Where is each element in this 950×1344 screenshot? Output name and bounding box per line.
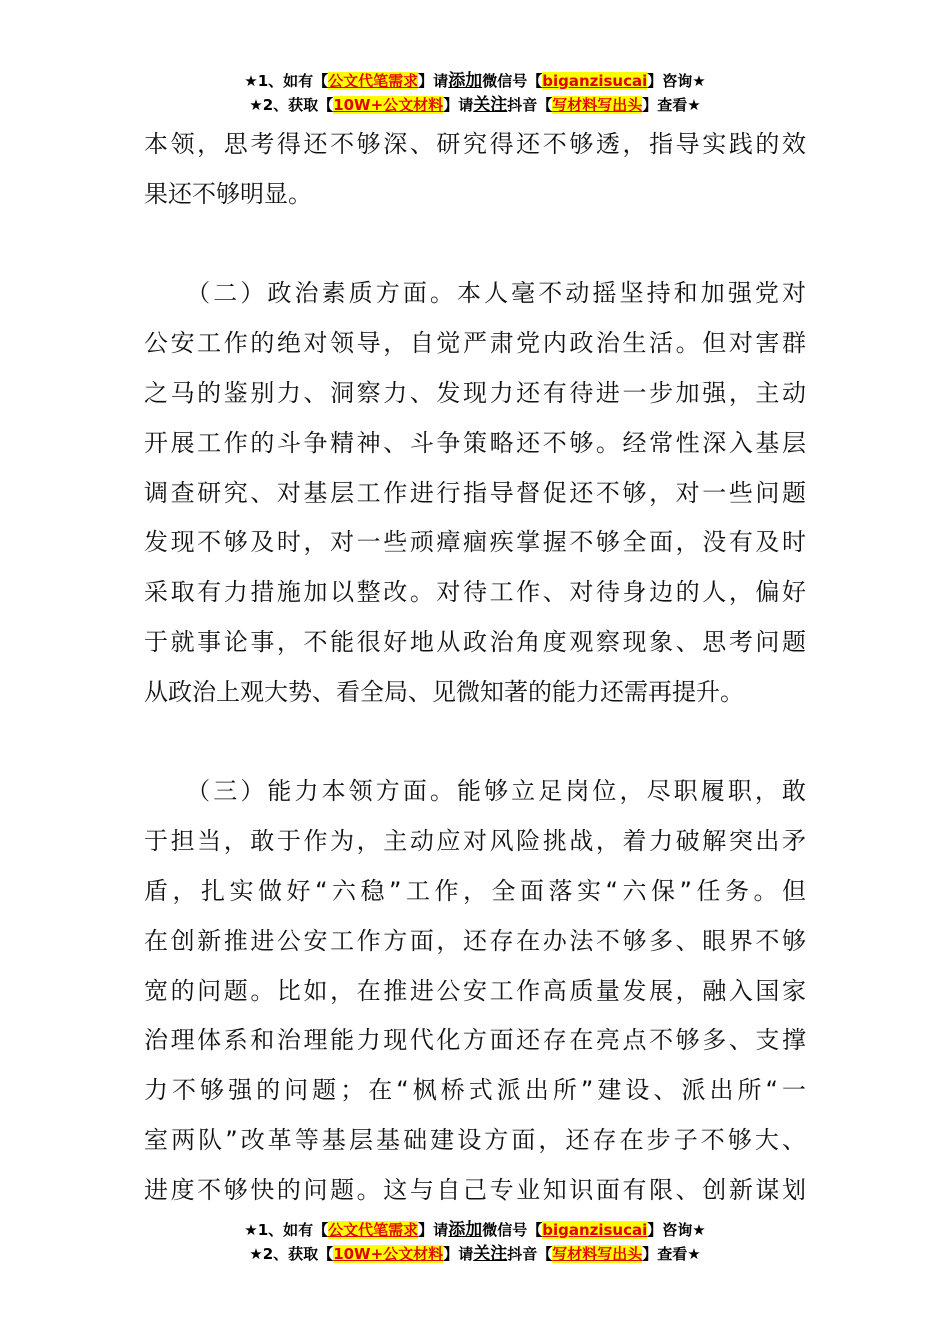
text: 抖音【 [507,1245,553,1263]
text: 】请 [443,96,474,114]
banner-line-2 [0,1242,950,1266]
banner-line-2 [0,93,950,117]
text: 关注 [473,95,508,115]
text-line: 调查研究、对基层工作进行指导督促还不够，对一些问题 [144,478,806,507]
text-line: （三）能力本领方面。能够立足岗位，尽职履职，敢 [144,777,806,806]
paragraph [144,767,806,1215]
text: ★2、获取【 [249,96,334,114]
text-line: 开展工作的斗争精神、斗争策略还不够。经常性深入基层 [144,428,806,457]
text-line: 宽的问题。比如，在推进公安工作高质量发展，融入国家 [144,976,806,1005]
highlight: 10W+公文材料 [333,1245,444,1263]
text-line: 进度不够快的问题。这与自己专业知识面有限、创新谋划 [144,1175,806,1204]
paragraph [144,120,806,220]
text: 】查看★ [642,1245,701,1263]
text-line: 发现不够及时，对一些顽瘴痼疾掌握不够全面，没有及时 [144,528,806,557]
banner-line-1 [0,1218,950,1242]
text: ★2、获取【 [249,1245,334,1263]
text: 微信号【 [482,72,543,90]
text: 抖音【 [507,96,553,114]
paragraph-gap [144,220,806,270]
text: 微信号【 [482,1221,543,1239]
text-line: 之马的鉴别力、洞察力、发现力还有待进一步加强，主动 [144,378,806,407]
text-line: 力不够强的问题；在“枫桥式派出所”建设、派出所“一 [144,1076,806,1105]
footer-banner [0,1218,950,1266]
paragraph [144,269,806,717]
text: 】咨询★ [647,72,706,90]
document-body [144,120,806,1216]
text-line: 采取有力措施加以整改。对待工作、对待身边的人，偏好 [144,578,806,607]
text-line: 本领，思考得还不够深、研究得还不够透，指导实践的效 [144,130,806,158]
text: 】请 [418,72,449,90]
banner-line-1 [0,69,950,93]
text-line: 盾，扎实做好“六稳”工作，全面落实“六保”任务。但 [144,876,806,905]
text-line: （二）政治素质方面。本人毫不动摇坚持和加强党对 [144,279,806,308]
text-line: 果还不够明显。 [144,179,312,208]
highlight: 写材料写出头 [552,1245,643,1263]
highlight: 公文代笔需求 [328,72,419,90]
text: 】请 [418,1221,449,1239]
highlight: 公文代笔需求 [328,1221,419,1239]
text-line: 从政治上观大势、看全局、见微知著的能力还需再提升。 [144,677,744,706]
wechat-id: biganzisucai [542,72,648,90]
text: 】请 [443,1245,474,1263]
highlight: 写材料写出头 [552,96,643,114]
text: 添加 [448,71,483,91]
text-line: 室两队”改革等基层基础建设方面，还存在步子不够大、 [144,1125,806,1154]
text: 关注 [473,1244,508,1264]
text: ★1、如有【 [244,1221,329,1239]
text: 】咨询★ [647,1221,706,1239]
text-line: 治理体系和治理能力现代化方面还存在亮点不够多、支撑 [144,1026,806,1055]
paragraph-gap [144,718,806,768]
text-line: 在创新推进公安工作方面，还存在办法不够多、眼界不够 [144,926,806,955]
text-line: 于担当，敢于作为，主动应对风险挑战，着力破解突出矛 [144,827,806,856]
highlight: 10W+公文材料 [333,96,444,114]
text: 】查看★ [642,96,701,114]
text-line: 公安工作的绝对领导，自觉严肃党内政治生活。但对害群 [144,329,806,358]
text-line: 于就事论事，不能很好地从政治角度观察现象、思考问题 [144,627,806,656]
header-banner [0,69,950,117]
wechat-id: biganzisucai [542,1221,648,1239]
text: 添加 [448,1220,483,1240]
text: ★1、如有【 [244,72,329,90]
